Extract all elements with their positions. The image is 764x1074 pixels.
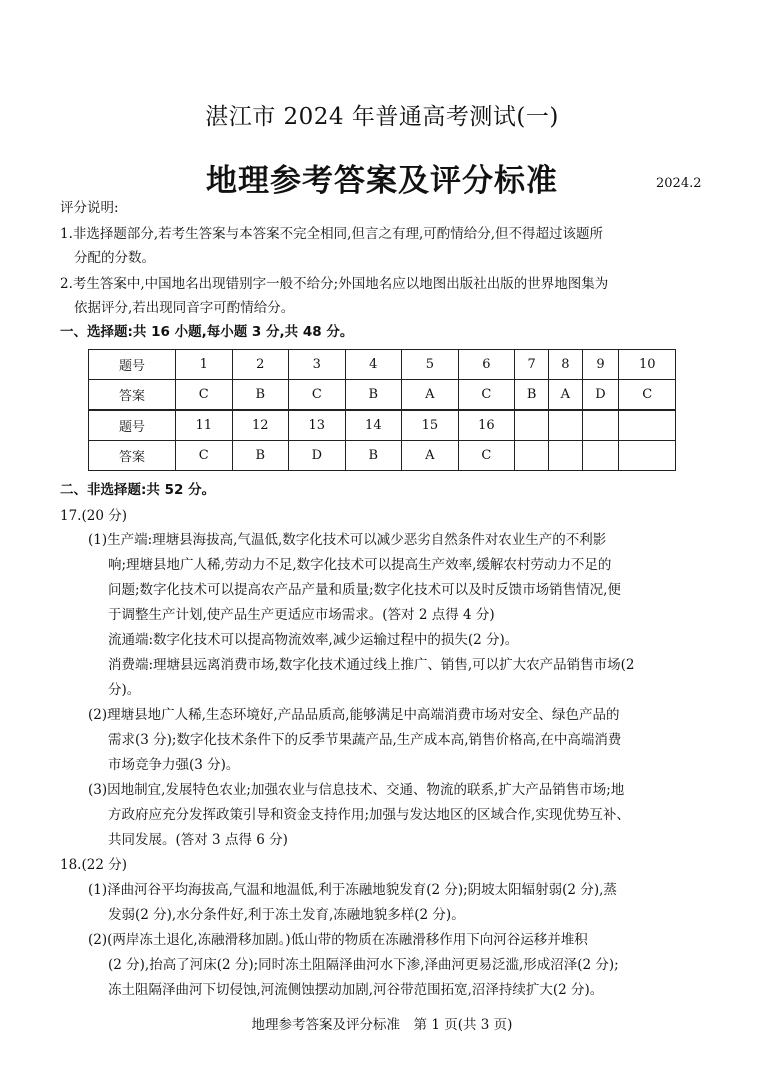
q17-line: 流通端:数字化技术可以提高物流效率,减少运输过程中的损失(2 分)。 bbox=[108, 632, 519, 648]
empty-cell bbox=[619, 441, 676, 471]
question-row-1 bbox=[89, 350, 676, 380]
note-1-line-2: 分配的分数。 bbox=[74, 250, 155, 266]
answer-cell: B bbox=[345, 380, 402, 411]
question-number: 2 bbox=[232, 350, 289, 380]
empty-cell bbox=[619, 410, 676, 441]
row-label: 题号 bbox=[89, 410, 176, 441]
answer-cell: B bbox=[232, 380, 289, 411]
empty-cell bbox=[549, 410, 582, 441]
page-footer: 地理参考答案及评分标准 第 1 页(共 3 页) bbox=[251, 1017, 513, 1033]
document-title: 地理参考答案及评分标准 bbox=[206, 163, 558, 199]
question-number: 14 bbox=[345, 410, 402, 441]
q17-line: 共同发展。(答对 3 点得 6 分) bbox=[108, 832, 288, 848]
question-number: 6 bbox=[458, 350, 515, 380]
row-label: 题号 bbox=[89, 350, 176, 380]
answer-cell: C bbox=[458, 380, 515, 411]
question-number: 12 bbox=[232, 410, 289, 441]
answer-row-2 bbox=[89, 441, 676, 471]
q17-line: 分)。 bbox=[108, 682, 141, 698]
answer-cell: B bbox=[515, 380, 549, 411]
question-number: 15 bbox=[402, 410, 459, 441]
q17-line: 需求(3 分);数字化技术条件下的反季节果蔬产品,生产成本高,销售价格高,在中高端消费 bbox=[108, 732, 622, 748]
answer-table bbox=[88, 349, 676, 471]
q17-line: 市场竞争力强(3 分)。 bbox=[108, 757, 240, 773]
empty-cell bbox=[549, 441, 582, 471]
question-number: 5 bbox=[402, 350, 459, 380]
question-number: 11 bbox=[176, 410, 233, 441]
q17-line: 于调整生产计划,使产品生产更适应市场需求。(答对 2 点得 4 分) bbox=[108, 607, 495, 623]
question-number: 7 bbox=[515, 350, 549, 380]
row-label: 答案 bbox=[89, 380, 176, 411]
section-1-heading: 一、选择题:共 16 小题,每小题 3 分,共 48 分。 bbox=[60, 324, 354, 340]
question-number: 3 bbox=[289, 350, 346, 380]
answer-cell: B bbox=[232, 441, 289, 471]
q17-line: (2)理塘县地广人稀,生态环境好,产品品质高,能够满足中高端消费市场对安全、绿色产品的 bbox=[88, 707, 620, 723]
question-number: 16 bbox=[458, 410, 515, 441]
answer-cell: B bbox=[345, 441, 402, 471]
q17-heading: 17.(20 分) bbox=[60, 508, 127, 524]
q18-heading: 18.(22 分) bbox=[60, 857, 127, 873]
q17-line: 方政府应充分发挥政策引导和资金支持作用;加强与发达地区的区域合作,实现优势互补、 bbox=[108, 807, 630, 823]
question-row-2 bbox=[89, 410, 676, 441]
q17-line: 消费端:理塘县远离消费市场,数字化技术通过线上推广、销售,可以扩大农产品销售市场(2 bbox=[108, 657, 635, 673]
document-date: 2024.2 bbox=[656, 176, 702, 191]
answer-row-1 bbox=[89, 380, 676, 411]
notes-heading: 评分说明: bbox=[60, 200, 119, 216]
question-number: 4 bbox=[345, 350, 402, 380]
question-number: 13 bbox=[289, 410, 346, 441]
section-2-heading: 二、非选择题:共 52 分。 bbox=[60, 482, 216, 498]
empty-cell bbox=[515, 410, 549, 441]
answer-cell: C bbox=[289, 380, 346, 411]
question-number: 8 bbox=[549, 350, 582, 380]
q18-line: (2 分),抬高了河床(2 分);同时冻土阻隔泽曲河水下渗,泽曲河更易泛滥,形成沼泽(2 分); bbox=[108, 957, 619, 973]
answer-cell: C bbox=[458, 441, 515, 471]
empty-cell bbox=[582, 410, 619, 441]
q18-line: (2)(两岸冻土退化,冻融滑移加剧。)低山带的物质在冻融滑移作用下向河谷运移并堆积 bbox=[88, 932, 588, 948]
q18-line: 发弱(2 分),水分条件好,利于冻土发育,冻融地貌多样(2 分)。 bbox=[108, 907, 465, 923]
question-number: 10 bbox=[619, 350, 676, 380]
q18-line: (1)泽曲河谷平均海拔高,气温和地温低,利于冻融地貌发育(2 分);阴坡太阳辐射弱(2 分),蒸 bbox=[88, 882, 617, 898]
answer-cell: C bbox=[619, 380, 676, 411]
q17-line: (3)因地制宜,发展特色农业;加强农业与信息技术、交通、物流的联系,扩大产品销售市场;地 bbox=[88, 782, 625, 798]
note-2-line-2: 依据评分,若出现同音字可酌情给分。 bbox=[74, 300, 295, 316]
answer-cell: A bbox=[549, 380, 582, 411]
note-2-line-1: 2.考生答案中,中国地名出现错别字一般不给分;外国地名应以地图出版社出版的世界地图集为 bbox=[60, 276, 609, 292]
exam-title: 湛江市 2024 年普通高考测试(一) bbox=[205, 104, 559, 130]
answer-cell: D bbox=[289, 441, 346, 471]
q17-line: (1)生产端:理塘县海拔高,气温低,数字化技术可以减少恶劣自然条件对农业生产的不利影 bbox=[88, 532, 607, 548]
note-1-line-1: 1.非选择题部分,若考生答案与本答案不完全相同,但言之有理,可酌情给分,但不得超过该题所 bbox=[60, 226, 604, 242]
answer-cell: D bbox=[582, 380, 619, 411]
q17-line: 响;理塘县地广人稀,劳动力不足,数字化技术可以提高生产效率,缓解农村劳动力不足的 bbox=[108, 557, 612, 573]
answer-cell: C bbox=[176, 380, 233, 411]
question-number: 1 bbox=[176, 350, 233, 380]
answer-cell: C bbox=[176, 441, 233, 471]
answer-cell: A bbox=[402, 441, 459, 471]
answer-cell: A bbox=[402, 380, 459, 411]
empty-cell bbox=[582, 441, 619, 471]
empty-cell bbox=[515, 441, 549, 471]
question-number: 9 bbox=[582, 350, 619, 380]
q17-line: 问题;数字化技术可以提高农产品产量和质量;数字化技术可以及时反馈市场销售情况,便 bbox=[108, 582, 621, 598]
row-label: 答案 bbox=[89, 441, 176, 471]
q18-line: 冻土阻隔泽曲河下切侵蚀,河流侧蚀摆动加剧,河谷带范围拓宽,沼泽持续扩大(2 分)。 bbox=[108, 982, 604, 998]
